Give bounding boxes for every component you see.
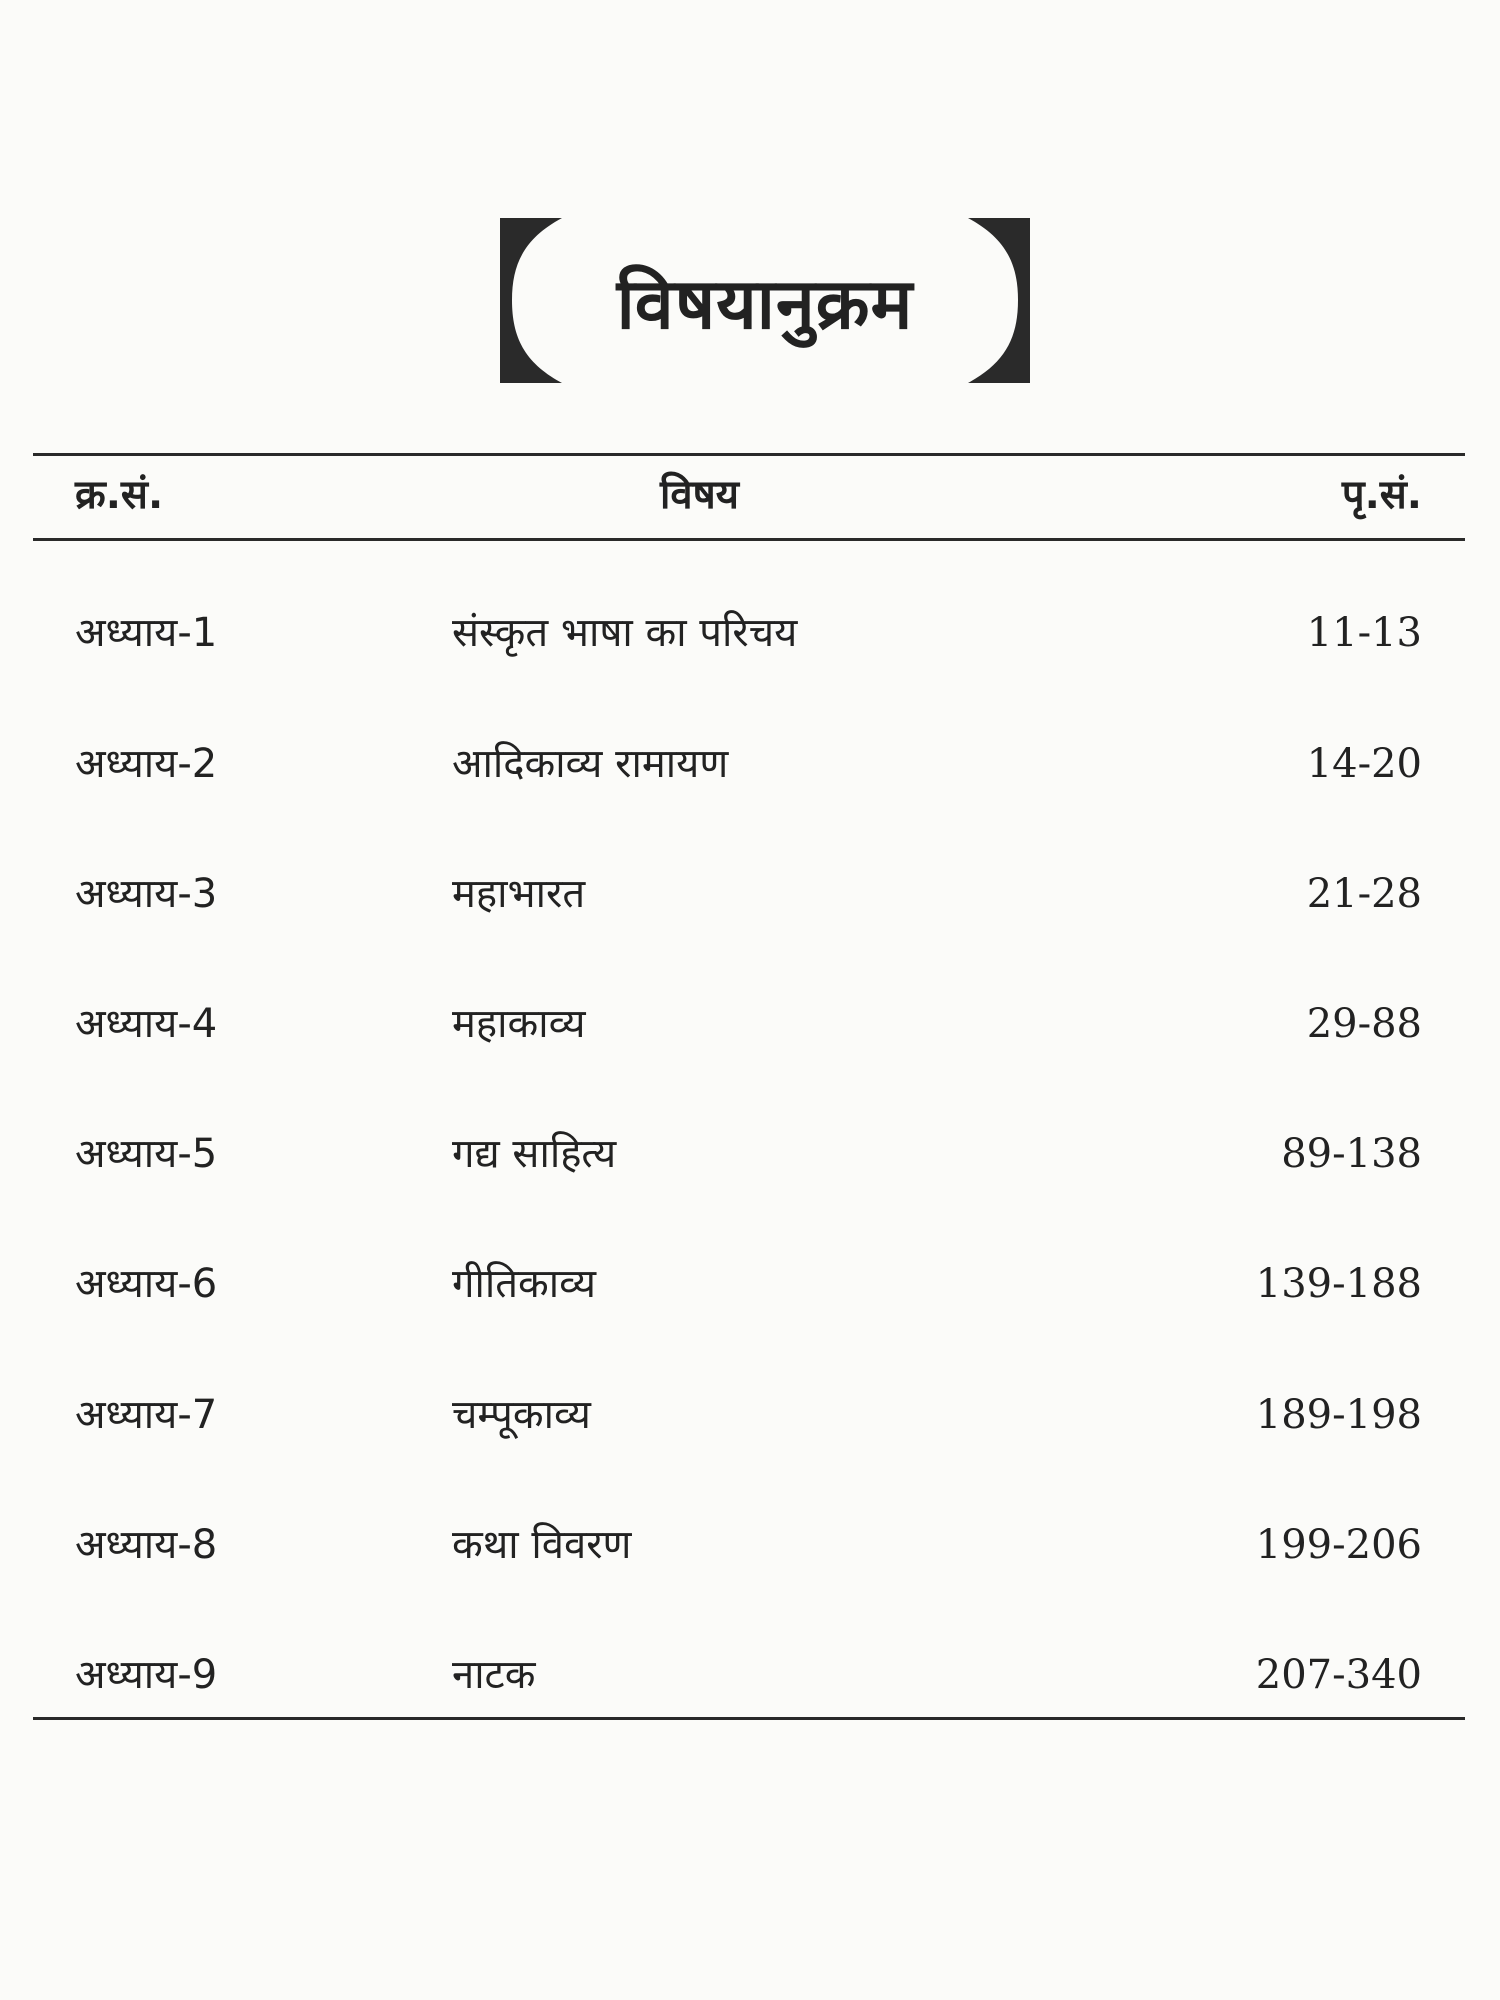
list-item: [0, 864, 1500, 924]
chapter-number: अध्याय-1: [75, 610, 218, 656]
chapter-pages: 21-28: [1306, 871, 1422, 917]
chapter-number: अध्याय-6: [75, 1261, 218, 1307]
chapter-number: अध्याय-4: [75, 1001, 218, 1047]
chapter-pages: 29-88: [1306, 1001, 1422, 1047]
page-title: विषयानुक्रम: [616, 262, 914, 345]
header-page: पृ.सं.: [1341, 472, 1422, 518]
chapter-number: अध्याय-7: [75, 1392, 218, 1438]
chapter-pages: 189-198: [1255, 1392, 1422, 1438]
chapter-number: अध्याय-9: [75, 1652, 218, 1698]
chapter-pages: 207-340: [1255, 1652, 1422, 1698]
chapter-number: अध्याय-8: [75, 1522, 218, 1568]
list-item: [0, 994, 1500, 1054]
list-item: [0, 1645, 1500, 1705]
chapter-subject: नाटक: [452, 1652, 536, 1698]
list-item: [0, 1254, 1500, 1314]
chapter-subject: गीतिकाव्य: [452, 1261, 596, 1307]
chapter-pages: 14-20: [1306, 741, 1422, 787]
chapter-number: अध्याय-3: [75, 871, 218, 917]
header-subject: विषय: [660, 472, 739, 518]
chapter-pages: 199-206: [1255, 1522, 1422, 1568]
chapter-pages: 139-188: [1255, 1261, 1422, 1307]
list-item: [0, 1515, 1500, 1575]
chapter-subject: महाभारत: [452, 871, 586, 917]
list-item: [0, 1124, 1500, 1184]
footer-rule: [33, 1717, 1465, 1720]
list-item: [0, 1385, 1500, 1445]
chapter-subject: महाकाव्य: [452, 1001, 586, 1047]
chapter-subject: गद्य साहित्य: [452, 1131, 617, 1177]
chapter-subject: कथा विवरण: [452, 1522, 632, 1568]
chapter-subject: आदिकाव्य रामायण: [452, 741, 729, 787]
list-item: [0, 603, 1500, 663]
list-item: [0, 734, 1500, 794]
header-top-rule: [33, 453, 1465, 456]
chapter-number: अध्याय-5: [75, 1131, 218, 1177]
chapter-pages: 89-138: [1281, 1131, 1422, 1177]
chapter-pages: 11-13: [1306, 610, 1422, 656]
chapter-subject: संस्कृत भाषा का परिचय: [452, 610, 798, 656]
chapter-number: अध्याय-2: [75, 741, 218, 787]
header-bottom-rule: [33, 538, 1465, 541]
title-frame: [500, 218, 1030, 383]
chapter-subject: चम्पूकाव्य: [452, 1392, 591, 1438]
header-serial: क्र.सं.: [75, 472, 164, 518]
